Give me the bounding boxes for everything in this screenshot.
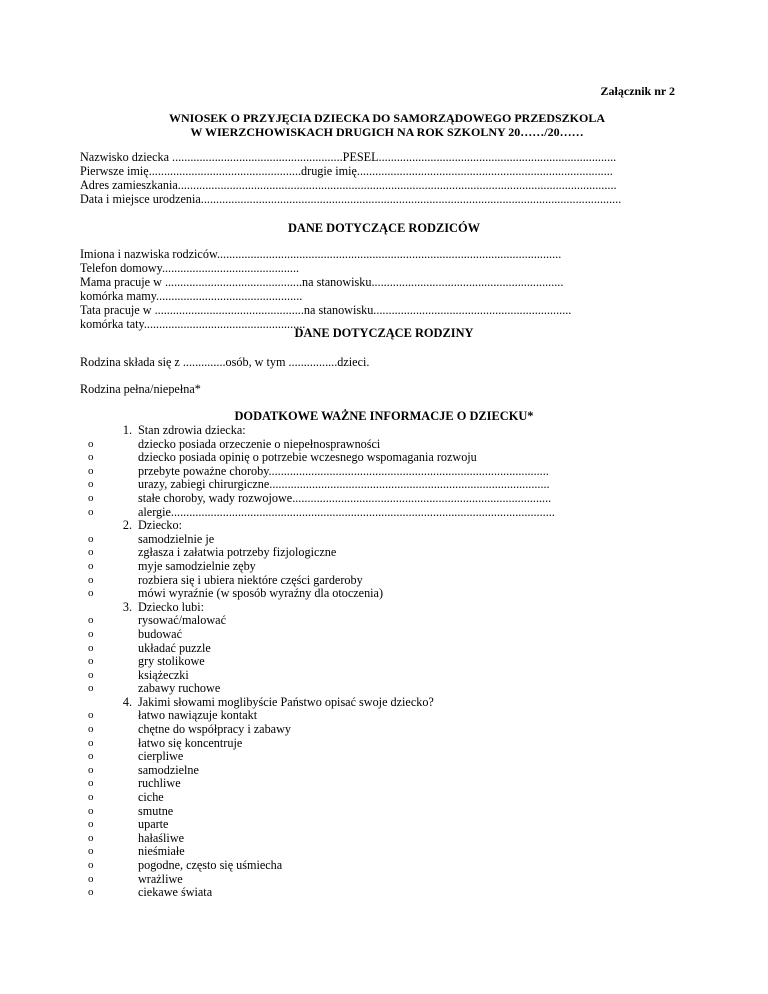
circle-bullet-icon[interactable]: o [88,627,94,640]
circle-bullet-icon[interactable]: o [88,845,94,858]
circle-bullet-icon[interactable]: o [88,587,94,600]
circle-bullet-icon[interactable]: o [88,872,94,885]
family-size-field[interactable]: Rodzina składa się z ..............osób, w tym ................dzieci. [80,355,370,369]
circle-bullet-icon[interactable]: o [88,750,94,763]
title-line-1: WNIOSEK O PRZYJĘCIA DZIECKA DO SAMORZĄDOWEGO PRZEDSZKOLA [168,111,606,125]
checklist-item[interactable] [80,791,680,805]
checklist-item[interactable] [80,506,680,520]
section-number: 1. [122,423,132,437]
checklist-item-label: ciche [138,791,164,805]
circle-bullet-icon[interactable]: o [88,491,94,504]
section-title-row [80,696,680,710]
family-status-field[interactable]: Rodzina pełna/niepełna* [80,382,201,396]
extra-info-heading: DODATKOWE WAŻNE INFORMACJE O DZIECKU* [234,409,534,423]
checklist-item-label: ciekawe świata [138,886,213,900]
checklist-item[interactable] [80,886,680,900]
section-title: Dziecko: [138,519,182,533]
checklist-item[interactable] [80,682,680,696]
circle-bullet-icon[interactable]: o [88,791,94,804]
checklist-item[interactable] [80,845,680,859]
checklist-item[interactable] [80,669,680,683]
checklist-item[interactable] [80,642,680,656]
checklist-item-label: mówi wyraźnie (w sposób wyraźny dla otoczenia) [138,587,384,601]
parents-names-field[interactable]: Imiona i nazwiska rodziców................................................................................................................. [80,248,562,261]
circle-bullet-icon[interactable]: o [88,532,94,545]
checklist-item[interactable] [80,560,680,574]
section-title-row [80,424,680,438]
checklist-item[interactable] [80,478,680,492]
circle-bullet-icon[interactable]: o [88,804,94,817]
circle-bullet-icon[interactable]: o [88,709,94,722]
checklist-item[interactable] [80,873,680,887]
section-number: 3. [122,599,132,614]
checklist-item-label: cierpliwe [138,750,184,764]
checklist-item[interactable] [80,438,680,452]
checklist-item-label: nieśmiałe [138,845,185,859]
circle-bullet-icon[interactable]: o [88,886,94,899]
child-address-field[interactable]: Adres zamieszkania................................................................................................................................................ [80,179,617,192]
circle-bullet-icon[interactable]: o [88,437,94,450]
circle-bullet-icon[interactable]: o [88,763,94,776]
checklist-item-label: dziecko posiada opinię o potrzebie wczesnego wspomagania rozwoju [138,451,477,465]
parents-heading: DANE DOTYCZĄCE RODZICÓW [287,221,481,235]
checklist-item-label: stałe choroby, wady rozwojowe..................................................................................... [138,491,552,505]
circle-bullet-icon[interactable]: o [88,505,94,518]
checklist-item-label: zabawy ruchowe [138,682,221,696]
circle-bullet-icon[interactable]: o [88,818,94,831]
circle-bullet-icon[interactable]: o [88,777,94,790]
attachment-label: Załącznik nr 2 [600,84,675,98]
section-title-row [80,519,680,533]
checklist-item-label: smutne [138,804,174,818]
circle-bullet-icon[interactable]: o [88,831,94,844]
checklist-item[interactable] [80,777,680,791]
checklist-item-label: hałaśliwe [138,831,185,845]
parents-fields [80,248,680,332]
checklist-item[interactable] [80,805,680,819]
circle-bullet-icon[interactable]: o [88,736,94,749]
circle-bullet-icon[interactable]: o [88,641,94,654]
document-title [80,112,694,139]
checklist-item[interactable] [80,655,680,669]
checklist-item[interactable] [80,451,680,465]
checklist-item-label: wrażliwe [138,872,183,886]
checklist-item-label: łatwo się koncentruje [138,736,243,750]
checklist-item[interactable] [80,533,680,547]
circle-bullet-icon[interactable]: o [88,546,94,559]
child-birth-field[interactable]: Data i miejsce urodzenia.......................................................................................................................................... [80,193,622,206]
checklist-item[interactable] [80,750,680,764]
circle-bullet-icon[interactable]: o [88,682,94,695]
checklist-item[interactable] [80,832,680,846]
checklist-item-label: przebyte poważne choroby............................................................................................ [138,464,549,478]
checklist-item[interactable] [80,709,680,723]
section-number: 4. [122,694,132,709]
father-work-field[interactable]: Tata pracuje w .................................................na stanowisku................................................................. [80,304,572,317]
father-mobile-field[interactable]: komórka taty..................................................... [80,318,306,331]
section-number: 2. [122,518,132,533]
checklist-item[interactable] [80,546,680,560]
checklist-item[interactable] [80,737,680,751]
checklist-item[interactable] [80,628,680,642]
checklist-item-label: książeczki [138,668,189,682]
section-title-row [80,601,680,615]
circle-bullet-icon[interactable]: o [88,559,94,572]
checklist-item-label: chętne do współpracy i zabawy [138,723,291,737]
child-fields [80,151,680,207]
circle-bullet-icon[interactable]: o [88,478,94,491]
checklist-item-label: alergie.............................................................................................................................. [138,505,555,519]
circle-bullet-icon[interactable]: o [88,451,94,464]
checklist-item[interactable] [80,723,680,737]
child-first-name-field[interactable]: Pierwsze imię..................................................drugie imię.................................................................................... [80,165,613,178]
circle-bullet-icon[interactable]: o [88,464,94,477]
checklist-item[interactable] [80,614,680,628]
checklist-item-label: ruchliwe [138,777,181,791]
checklist-item[interactable] [80,587,680,601]
checklist-item[interactable] [80,574,680,588]
checklist-item-label: rozbiera się i ubiera niektóre części garderoby [138,573,363,587]
checklist-item-label: samodzielne [138,763,199,777]
family-heading: DANE DOTYCZĄCE RODZINY [294,326,474,340]
section-title: Stan zdrowia dziecka: [138,424,246,437]
checklist-item[interactable] [80,764,680,778]
checklist-item-label: dziecko posiada orzeczenie o niepełnosprawności [138,437,381,451]
section-title: Dziecko lubi: [138,600,204,614]
checklist-item-label: łatwo nawiązuje kontakt [138,709,258,723]
checklist-item-label: układać puzzle [138,641,211,655]
checklist-item[interactable] [80,818,680,832]
extra-info-list [80,424,680,900]
circle-bullet-icon[interactable]: o [88,723,94,736]
mother-mobile-field[interactable]: komórka mamy................................................ [80,290,303,303]
mother-work-field[interactable]: Mama pracuje w .............................................na stanowisku............................................................... [80,276,564,289]
home-phone-field[interactable]: Telefon domowy............................................. [80,262,300,275]
section-title: Jakimi słowami moglibyście Państwo opisać swoje dziecko? [138,695,434,709]
checklist-item-label: pogodne, często się uśmiecha [138,859,283,872]
checklist-item-label: budować [138,627,182,641]
child-surname-pesel-field[interactable]: Nazwisko dziecka ........................................................PESEL.............................................................................. [80,151,617,164]
checklist-item-label: rysować/malować [138,614,226,628]
checklist-item-label: gry stolikowe [138,655,205,669]
checklist-item-label: uparte [138,818,169,832]
checklist-item-label: myje samodzielnie zęby [138,559,256,573]
checklist-item-label: zgłasza i załatwia potrzeby fizjologiczne [138,546,337,560]
circle-bullet-icon[interactable]: o [88,668,94,681]
title-line-2: W WIERZCHOWISKACH DRUGICH NA ROK SZKOLNY 20……/20…… [190,124,584,139]
circle-bullet-icon[interactable]: o [88,859,94,871]
circle-bullet-icon[interactable]: o [88,655,94,668]
checklist-item[interactable] [80,465,680,479]
checklist-item[interactable] [80,492,680,506]
checklist-item-label: samodzielnie je [138,532,215,546]
circle-bullet-icon[interactable]: o [88,573,94,586]
checklist-item-label: urazy, zabiegi chirurgiczne............................................................................................ [138,478,550,492]
circle-bullet-icon[interactable]: o [88,614,94,627]
checklist-item[interactable] [80,859,680,873]
